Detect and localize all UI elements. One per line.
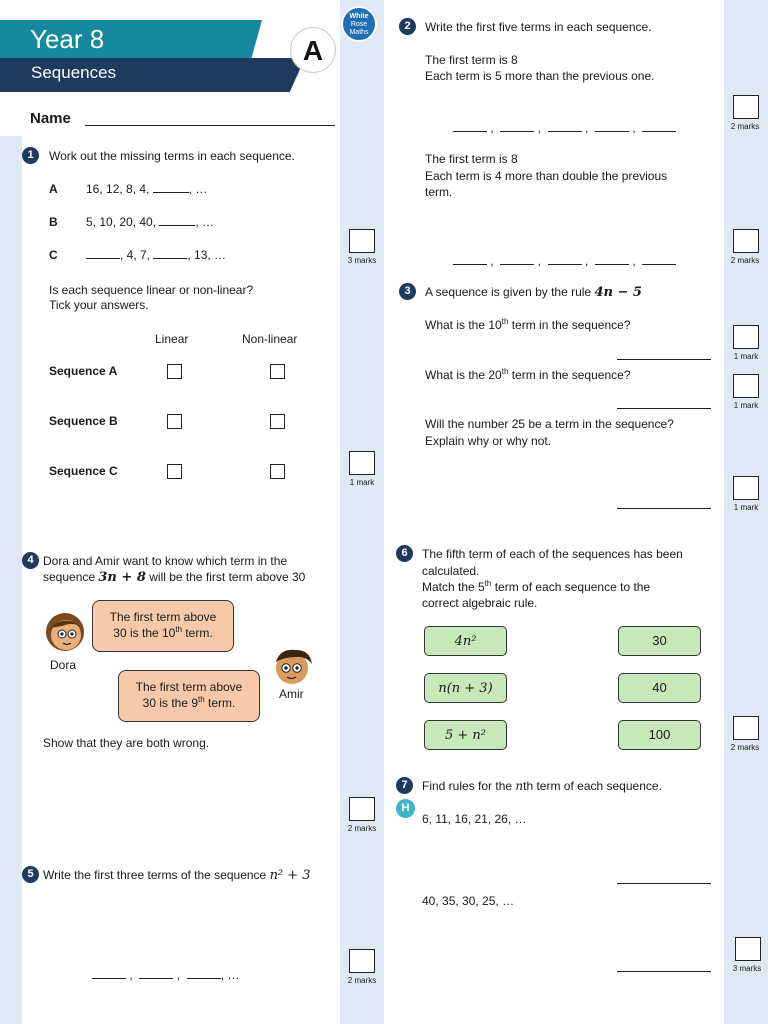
margin-strip-left (0, 92, 22, 1024)
q1-part-a-seq: 16, 12, 8, 4, , … (86, 182, 208, 196)
q7-marks-label: 3 marks (732, 964, 762, 973)
q4-number: 4 (22, 552, 39, 569)
q7-sequence-2: 40, 35, 30, 25, … (422, 894, 515, 908)
q1-part-b-label: B (49, 215, 58, 229)
q6-number: 6 (396, 545, 413, 562)
q1-marks-label: 3 marks (347, 256, 377, 265)
q2b-line1: The first term is 8 (425, 152, 518, 166)
q3-question-c2: Explain why or why not. (425, 434, 552, 448)
q1-part-b-seq: 5, 10, 20, 40, , … (86, 215, 215, 229)
q2b-mark-box[interactable] (733, 229, 759, 253)
year-title: Year 8 (30, 24, 105, 54)
q3-question-a: What is the 10th term in the sequence? (425, 317, 631, 332)
q2-prompt: Write the first five terms in each sequence. (425, 20, 652, 34)
rule-card-3[interactable]: 5 + n² (424, 720, 507, 750)
q2b-answer-blanks[interactable]: , , , , (453, 253, 676, 269)
q1-part-a-label: A (49, 182, 58, 196)
amir-name: Amir (279, 687, 304, 701)
q3-rule: 4n − 5 (594, 285, 642, 300)
q1-linear-marks-label: 1 mark (349, 478, 375, 487)
version-badge: A (290, 27, 336, 73)
q1-mark-box[interactable] (349, 229, 375, 253)
q1-tick-prompt: Tick your answers. (49, 298, 149, 312)
q3-question-c1: Will the number 25 be a term in the sequence? (425, 417, 674, 431)
row-sequence-b: Sequence B (49, 414, 118, 428)
q4-line1: Dora and Amir want to know which term in the (43, 554, 288, 568)
name-line[interactable] (85, 125, 335, 126)
q1-prompt: Work out the missing terms in each sequence. (49, 149, 295, 163)
q2b-marks-label: 2 marks (730, 256, 760, 265)
q6-line1: The fifth term of each of the sequences has been (422, 547, 683, 561)
q6-line4: correct algebraic rule. (422, 596, 538, 610)
q2a-marks-label: 2 marks (730, 122, 760, 131)
row-sequence-a: Sequence A (49, 364, 118, 378)
tickbox-b-linear[interactable] (167, 414, 182, 429)
q2a-line2: Each term is 5 more than the previous one. (425, 69, 655, 83)
rule-card-2[interactable]: n(n + 3) (424, 673, 507, 703)
margin-strip-right (724, 0, 768, 1024)
q3a-answer-line[interactable] (617, 359, 711, 360)
q5-mark-box[interactable] (349, 949, 375, 973)
q4-marks-label: 2 marks (347, 824, 377, 833)
q3b-mark-box[interactable] (733, 374, 759, 398)
answer-blank[interactable] (153, 258, 187, 259)
dora-avatar-icon (44, 612, 86, 654)
tickbox-c-nonlinear[interactable] (270, 464, 285, 479)
value-card-1[interactable]: 30 (618, 626, 701, 656)
tickbox-c-linear[interactable] (167, 464, 182, 479)
q3c-answer-line[interactable] (617, 508, 711, 509)
tickbox-b-nonlinear[interactable] (270, 414, 285, 429)
q1-linear-prompt: Is each sequence linear or non-linear? (49, 283, 254, 297)
answer-blank[interactable] (159, 225, 195, 226)
q6-mark-box[interactable] (733, 716, 759, 740)
q7a-answer-line[interactable] (617, 883, 711, 884)
q4-instruction: Show that they are both wrong. (43, 736, 210, 750)
q4-line2: sequence 3n + 8 will be the first term above 30 (43, 570, 306, 585)
q2a-mark-box[interactable] (733, 95, 759, 119)
dora-name: Dora (50, 658, 77, 672)
rule-card-1[interactable]: 4n² (424, 626, 507, 656)
q3b-answer-line[interactable] (617, 408, 711, 409)
amir-speech-bubble: The first term above 30 is the 9th term. (118, 670, 260, 722)
q5-prompt: Write the first three terms of the sequence n² + 3 (43, 868, 311, 883)
topic-title: Sequences (31, 63, 117, 82)
q1-number: 1 (22, 147, 39, 164)
q2a-line1: The first term is 8 (425, 53, 518, 67)
q5-marks-label: 2 marks (347, 976, 377, 985)
q7-mark-box[interactable] (735, 937, 761, 961)
tickbox-a-nonlinear[interactable] (270, 364, 285, 379)
q2a-answer-blanks[interactable]: , , , , (453, 120, 676, 136)
q6-marks-label: 2 marks (730, 743, 760, 752)
white-rose-logo: White Rose Maths (341, 6, 377, 42)
q3-question-b: What is the 20th term in the sequence? (425, 367, 631, 382)
q7-number: 7 (396, 777, 413, 794)
q3b-marks-label: 1 mark (733, 401, 759, 410)
col-header-linear: Linear (155, 332, 189, 346)
q3a-mark-box[interactable] (733, 325, 759, 349)
answer-blank[interactable] (86, 258, 120, 259)
q3a-marks-label: 1 mark (733, 352, 759, 361)
q7-prompt: Find rules for the nth term of each sequence. (422, 779, 662, 793)
row-sequence-c: Sequence C (49, 464, 118, 478)
q1-linear-mark-box[interactable] (349, 451, 375, 475)
q5-answer-blanks[interactable]: , , , … (92, 967, 239, 983)
margin-strip-middle (340, 0, 384, 1024)
tickbox-a-linear[interactable] (167, 364, 182, 379)
dora-speech-bubble: The first term above 30 is the 10th term. (92, 600, 234, 652)
q2-number: 2 (399, 18, 416, 35)
name-label: Name (30, 110, 71, 127)
answer-blank[interactable] (153, 192, 189, 193)
amir-avatar-icon (270, 646, 316, 686)
q3-prompt: A sequence is given by the rule 4n − 5 (425, 285, 642, 300)
q4-rule: 3n + 8 (98, 570, 146, 585)
col-header-nonlinear: Non-linear (242, 332, 298, 346)
q4-mark-box[interactable] (349, 797, 375, 821)
q3c-mark-box[interactable] (733, 476, 759, 500)
q7-sequence-1: 6, 11, 16, 21, 26, … (422, 812, 527, 826)
q5-number: 5 (22, 866, 39, 883)
q3c-marks-label: 1 mark (733, 503, 759, 512)
q6-line2: calculated. (422, 564, 480, 578)
q1-part-c-seq: , 4, 7, , 13, … (86, 247, 226, 263)
q1-part-c-label: C (49, 248, 58, 262)
value-card-3[interactable]: 100 (618, 720, 701, 750)
q7b-answer-line[interactable] (617, 971, 711, 972)
q5-rule: n² + 3 (269, 868, 311, 883)
value-card-2[interactable]: 40 (618, 673, 701, 703)
q6-line3: Match the 5th term of each sequence to the (422, 579, 651, 594)
q3-number: 3 (399, 283, 416, 300)
higher-tier-badge: H (396, 799, 415, 818)
q2b-line2: Each term is 4 more than double the previous term. (425, 169, 668, 199)
